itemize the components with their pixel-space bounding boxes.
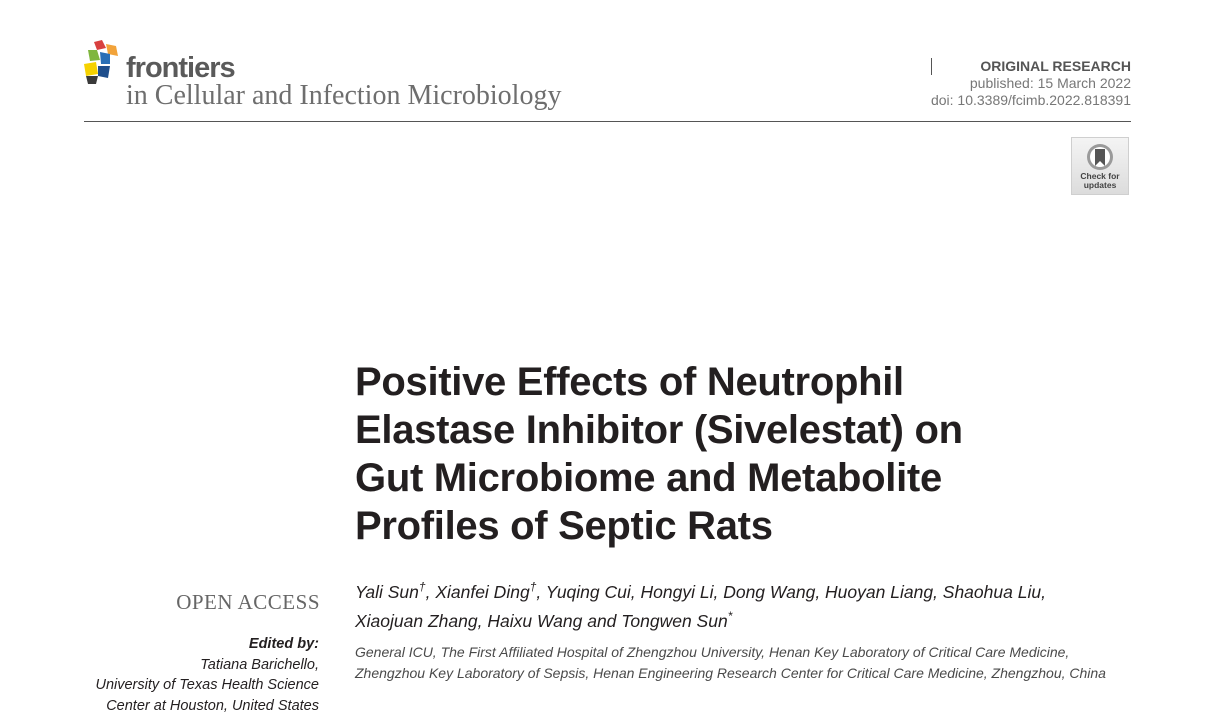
author-sep: , <box>815 581 826 602</box>
title-line: Profiles of Septic Rats <box>355 504 773 548</box>
author-line <box>355 575 1145 604</box>
author-sep: , <box>477 610 488 631</box>
affiliation-line: Zhengzhou Key Laboratory of Sepsis, Henan Engineering Research Center for Critical Care Medicine, Zhengzhou, China <box>355 665 1106 681</box>
author-mark: † <box>529 580 537 594</box>
edited-by-label: Edited by: <box>248 636 319 652</box>
badge-label-2: updates <box>1083 180 1117 190</box>
author-name[interactable]: Hongyi Li <box>640 581 714 602</box>
author-sep: , <box>425 581 436 602</box>
affiliation-line: General ICU, The First Affiliated Hospital of Zhengzhou University, Henan Key Laboratory of Critical Care Medicine, <box>355 644 1070 660</box>
author-sep: , <box>933 581 943 602</box>
author-name[interactable]: Haixu Wang <box>487 610 583 631</box>
author-mark: * <box>727 608 733 623</box>
affiliation <box>355 642 1155 684</box>
check-for-updates-button[interactable] <box>1071 137 1129 195</box>
bookmark-icon <box>1085 142 1115 172</box>
article-title <box>355 358 1115 550</box>
edited-by-block <box>59 634 319 716</box>
author-line <box>355 604 1145 633</box>
published-date: published: 15 March 2022 <box>969 75 1131 91</box>
author-name[interactable]: Yali Sun <box>355 581 419 602</box>
journal-subtitle: in Cellular and Infection Microbiology <box>126 80 562 111</box>
author-name[interactable]: Huoyan Liang <box>825 581 934 602</box>
title-line: Elastase Inhibitor (Sivelestat) on <box>355 408 963 452</box>
title-line: Positive Effects of Neutrophil <box>355 360 904 404</box>
author-sep: , <box>536 581 546 602</box>
author-sep: , <box>630 581 641 602</box>
author-sep: and <box>582 610 622 631</box>
badge-label-1: Check for <box>1080 171 1120 181</box>
author-list <box>355 575 1145 633</box>
open-access-label: OPEN ACCESS <box>176 590 320 614</box>
author-name[interactable]: Yuqing Cui <box>545 581 631 602</box>
editor-name[interactable]: Tatiana Barichello, <box>200 656 319 673</box>
author-sep: , <box>713 581 724 602</box>
header-divider <box>84 121 1131 122</box>
author-sep: , <box>1041 581 1046 602</box>
editor-affiliation: Center at Houston, United States <box>106 697 319 714</box>
author-name[interactable]: Tongwen Sun <box>621 610 728 631</box>
doi-link[interactable]: doi: 10.3389/fcimb.2022.818391 <box>930 92 1131 108</box>
author-name[interactable]: Shaohua Liu <box>942 581 1042 602</box>
author-name[interactable]: Xiaojuan Zhang <box>355 610 478 631</box>
journal-name: frontiers <box>126 52 235 84</box>
article-meta <box>931 58 1131 109</box>
author-mark: † <box>418 580 426 594</box>
article-type: ORIGINAL RESEARCH <box>931 58 1131 75</box>
title-line: Gut Microbiome and Metabolite <box>355 456 942 500</box>
author-name[interactable]: Xianfei Ding <box>435 581 530 602</box>
frontiers-logo-icon <box>84 40 122 86</box>
author-name[interactable]: Dong Wang <box>723 581 816 602</box>
editor-affiliation: University of Texas Health Science <box>95 677 319 693</box>
